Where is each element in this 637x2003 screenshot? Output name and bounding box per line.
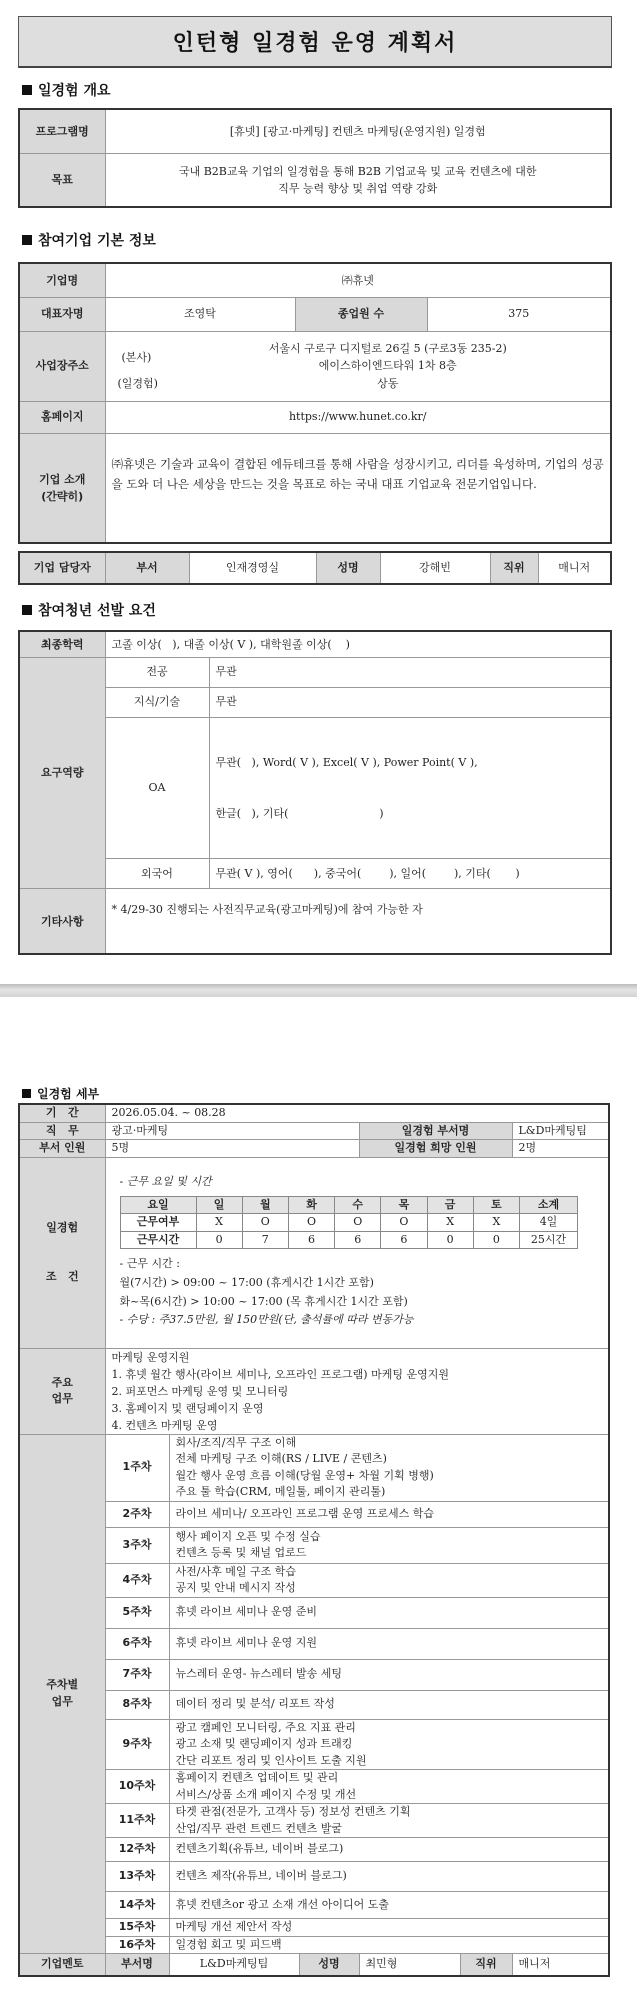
contact-position-label: 직위 bbox=[490, 552, 538, 584]
week-row: 14주차 휴넷 컨텐츠or 광고 소재 개선 아이디어 도출 bbox=[19, 1892, 609, 1919]
table-row bbox=[19, 1140, 609, 1158]
conditions-value bbox=[105, 1157, 609, 1348]
requirements-table bbox=[18, 630, 612, 955]
table-row bbox=[19, 657, 611, 687]
period-label: 기 간 bbox=[19, 1104, 105, 1122]
week-tasks: 컨텐츠 제작(유튜브, 네이버 블로그) bbox=[169, 1862, 609, 1892]
week-row: 3주차 행사 페이지 오픈 및 수정 실습 컨텐츠 등록 및 채널 업로드 bbox=[19, 1527, 609, 1563]
table-row bbox=[19, 297, 611, 331]
week-row: 12주차 컨텐츠기획(유튜브, 네이버 블로그) bbox=[19, 1838, 609, 1862]
dept-label: 일경험 부서명 bbox=[359, 1122, 512, 1140]
section-heading-requirements: 참여청년 선발 요건 bbox=[22, 600, 156, 620]
goal-label: 목표 bbox=[19, 153, 105, 207]
employees-value: 375 bbox=[427, 297, 611, 331]
etc-value: * 4/29-30 진행되는 사전직무교육(광고마케팅)에 참여 가능한 자 bbox=[105, 888, 611, 954]
major-label: 전공 bbox=[105, 657, 209, 687]
contact-name: 강해빈 bbox=[380, 552, 490, 584]
week-row: 9주차 광고 캠페인 모니터링, 주요 지표 관리 광고 소재 및 랜딩페이지 성과 트래킹 간단 리포트 정리 및 인사이트 도출 지원 bbox=[19, 1719, 609, 1770]
table-row bbox=[19, 1348, 609, 1434]
square-bullet-icon bbox=[22, 85, 32, 95]
square-bullet-icon bbox=[22, 605, 32, 615]
contact-name-label: 성명 bbox=[316, 552, 380, 584]
oa-value: 무관( ), Word( V ), Excel( V ), Power Point( V ), 한글( ), 기타( ) bbox=[209, 717, 611, 858]
period-value: 2026.05.04. ~ 08.28 bbox=[105, 1104, 609, 1122]
weekly-label: 주차별 업무 bbox=[19, 1434, 105, 1954]
schedule-row-hours: 근무시간 0 7 6 6 6 0 0 25시간 bbox=[120, 1231, 578, 1249]
education-value: 고졸 이상( ), 대졸 이상( V ), 대학원졸 이상( ) bbox=[105, 631, 611, 657]
week-tasks: 휴넷 라이브 세미나 운영 지원 bbox=[169, 1628, 609, 1659]
contact-dept-label: 부서 bbox=[105, 552, 189, 584]
job-label: 직 무 bbox=[19, 1122, 105, 1140]
week-row: 6주차 휴넷 라이브 세미나 운영 지원 bbox=[19, 1628, 609, 1659]
hope-label: 일경험 희망 인원 bbox=[359, 1140, 512, 1158]
contact-table bbox=[18, 551, 612, 585]
table-row bbox=[19, 109, 611, 153]
table-row bbox=[19, 1122, 609, 1140]
section-heading-details: 일경험 세부 bbox=[22, 1085, 99, 1102]
company-name-value: ㈜휴넷 bbox=[105, 263, 611, 297]
ceo-label: 대표자명 bbox=[19, 297, 105, 331]
document-title: 인턴형 일경험 운영 계획서 bbox=[172, 31, 458, 56]
work-tag: (일경험) bbox=[117, 376, 158, 390]
week-tasks: 휴넷 라이브 세미나 운영 준비 bbox=[169, 1597, 609, 1628]
week-row: 16주차 일경험 회고 및 피드백 bbox=[19, 1936, 609, 1954]
contact-position: 매니저 bbox=[538, 552, 611, 584]
week-row: 7주차 뉴스레터 운영- 뉴스레터 발송 세팅 bbox=[19, 1659, 609, 1690]
education-label: 최종학력 bbox=[19, 631, 105, 657]
mentor-dept-label: 부서명 bbox=[105, 1954, 169, 1976]
week-tasks: 행사 페이지 오픈 및 수정 실습 컨텐츠 등록 및 채널 업로드 bbox=[169, 1527, 609, 1563]
table-row bbox=[19, 433, 611, 543]
program-name-value: [휴넷] [광고·마케팅] 컨텐츠 마케팅(운영지원) 일경험 bbox=[105, 109, 611, 153]
hope-value: 2명 bbox=[512, 1140, 609, 1158]
work-address: 상동 bbox=[377, 376, 399, 390]
mentor-label: 기업멘토 bbox=[19, 1954, 105, 1976]
table-row bbox=[19, 263, 611, 297]
hours-line: 화~목(6시간) > 10:00 ~ 17:00 (목 휴게시간 1시간 포함) bbox=[119, 1294, 408, 1308]
goal-value: 국내 B2B교육 기업의 일경험을 통해 B2B 기업교육 및 교육 컨텐츠에 대한 직무 능력 향상 및 취업 역량 강화 bbox=[105, 153, 611, 207]
employees-label: 종업원 수 bbox=[295, 297, 427, 331]
week-row: 주차별 업무 1주차 회사/조직/직무 구조 이해 전체 마케팅 구조 이해(RS / LIVE / 콘텐츠) 월간 행사 운영 흐름 이해(당월 운영+ 차월 기획 병행) 주요 툴 학습(CRM, 메일툴, 페이지 관리툴) bbox=[19, 1434, 609, 1501]
week-tasks: 일경험 회고 및 피드백 bbox=[169, 1936, 609, 1954]
mentor-dept: L&D마케팅팀 bbox=[169, 1954, 299, 1976]
contact-label: 기업 담당자 bbox=[19, 552, 105, 584]
week-row: 8주차 데이터 정리 및 분석/ 리포트 작성 bbox=[19, 1690, 609, 1719]
mentor-name: 최민형 bbox=[359, 1954, 460, 1976]
homepage-label: 홈페이지 bbox=[19, 401, 105, 433]
table-row bbox=[19, 631, 611, 657]
schedule-row-workday: 근무여부 X O O O O X X 4일 bbox=[120, 1214, 578, 1232]
document-title-box bbox=[18, 16, 612, 68]
table-row bbox=[19, 552, 611, 584]
schedule-title: - 근무 요일 및 시간 bbox=[119, 1175, 212, 1189]
square-bullet-icon bbox=[22, 235, 32, 245]
headcount-label: 부서 인원 bbox=[19, 1140, 105, 1158]
program-name-label: 프로그램명 bbox=[19, 109, 105, 153]
homepage-link[interactable]: https://www.hunet.co.kr/ bbox=[105, 401, 611, 433]
etc-label: 기타사항 bbox=[19, 888, 105, 954]
week-tasks: 데이터 정리 및 분석/ 리포트 작성 bbox=[169, 1690, 609, 1719]
intro-label: 기업 소개 (간략히) bbox=[19, 433, 105, 543]
contact-dept: 인재경영실 bbox=[189, 552, 316, 584]
hours-line: 월(7시간) > 09:00 ~ 17:00 (휴게시간 1시간 포함) bbox=[119, 1275, 374, 1289]
headcount-value: 5명 bbox=[105, 1140, 359, 1158]
week-row: 5주차 휴넷 라이브 세미나 운영 준비 bbox=[19, 1597, 609, 1628]
competency-label: 요구역량 bbox=[19, 657, 105, 888]
mentor-position: 매니저 bbox=[512, 1954, 609, 1976]
address-label: 사업장주소 bbox=[19, 331, 105, 401]
table-row bbox=[19, 1104, 609, 1122]
mentor-name-label: 성명 bbox=[299, 1954, 359, 1976]
mentor-row bbox=[19, 1954, 609, 1976]
week-tasks: 컨텐츠기획(유튜브, 네이버 블로그) bbox=[169, 1838, 609, 1862]
week-tasks: 라이브 세미나/ 오프라인 프로그램 운영 프로세스 학습 bbox=[169, 1501, 609, 1527]
table-row bbox=[19, 888, 611, 954]
week-row: 15주차 마케팅 개선 제안서 작성 bbox=[19, 1919, 609, 1937]
table-row bbox=[19, 687, 611, 717]
schedule-header-row: 요일 일 월 화 수 목 금 토 소계 bbox=[120, 1196, 578, 1214]
table-row bbox=[19, 401, 611, 433]
table-row bbox=[19, 858, 611, 888]
lang-value: 무관( V ), 영어( ), 중국어( ), 일어( ), 기타( ) bbox=[209, 858, 611, 888]
table-row bbox=[19, 153, 611, 207]
week-tasks: 사전/사후 메일 구조 학습 공지 및 안내 메시지 작성 bbox=[169, 1563, 609, 1597]
conditions-label: 일경험 조 건 bbox=[19, 1157, 105, 1348]
intro-value: ㈜휴넷은 기술과 교육이 결합된 에듀테크를 통해 사람을 성장시키고, 리더를 육성하며, 기업의 성공을 도와 더 나은 세상을 만드는 것을 목표로 하는 국내 대표 기업교육 전문기업입니다. bbox=[105, 433, 611, 543]
week-tasks: 광고 캠페인 모니터링, 주요 지표 관리 광고 소재 및 랜딩페이지 성과 트래킹 간단 리포트 정리 및 인사이트 도출 지원 bbox=[169, 1719, 609, 1770]
week-row: 13주차 컨텐츠 제작(유튜브, 네이버 블로그) bbox=[19, 1862, 609, 1892]
mentor-position-label: 직위 bbox=[460, 1954, 512, 1976]
details-table bbox=[18, 1103, 610, 1977]
week-row: 4주차 사전/사후 메일 구조 학습 공지 및 안내 메시지 작성 bbox=[19, 1563, 609, 1597]
company-name-label: 기업명 bbox=[19, 263, 105, 297]
table-row bbox=[19, 1157, 609, 1348]
table-row bbox=[19, 331, 611, 401]
pay-line: - 수당 : 주37.5만원, 월 150만원(단, 출석률에 따라 변동가능 bbox=[119, 1313, 414, 1327]
table-row bbox=[19, 717, 611, 858]
week-tasks: 홈페이지 컨텐츠 업데이트 및 관리 서비스/상품 소개 페이지 수정 및 개선 bbox=[169, 1770, 609, 1804]
week-tasks: 휴넷 컨텐츠or 광고 소재 개선 아이디어 도출 bbox=[169, 1892, 609, 1919]
company-table bbox=[18, 262, 612, 544]
address-value bbox=[105, 331, 611, 401]
skill-value: 무관 bbox=[209, 687, 611, 717]
page-separator bbox=[0, 984, 637, 997]
week-tasks: 회사/조직/직무 구조 이해 전체 마케팅 구조 이해(RS / LIVE / 콘텐츠) 월간 행사 운영 흐름 이해(당월 운영+ 차월 기획 병행) 주요 툴 학습(CRM, 메일툴, 페이지 관리툴) bbox=[169, 1434, 609, 1501]
hq-tag: (본사) bbox=[121, 350, 152, 364]
duties-value: 마케팅 운영지원 1. 휴넷 월간 행사(라이브 세미나, 오프라인 프로그램) 마케팅 운영지원 2. 퍼포먼스 마케팅 운영 및 모니터링 3. 홈페이지 및 랜딩페이지 운영 4. 컨텐츠 마케팅 운영 bbox=[105, 1348, 609, 1434]
overview-table bbox=[18, 108, 612, 208]
week-tasks: 뉴스레터 운영- 뉴스레터 발송 세팅 bbox=[169, 1659, 609, 1690]
week-row: 11주차 타겟 관점(전문가, 고객사 등) 정보성 컨텐츠 기획 산업/직무 관련 트렌드 컨텐츠 발굴 bbox=[19, 1804, 609, 1838]
job-value: 광고·마케팅 bbox=[105, 1122, 359, 1140]
week-tasks: 타겟 관점(전문가, 고객사 등) 정보성 컨텐츠 기획 산업/직무 관련 트렌드 컨텐츠 발굴 bbox=[169, 1804, 609, 1838]
dept-value: L&D마케팅팀 bbox=[512, 1122, 609, 1140]
hours-title: - 근무 시간 : bbox=[119, 1257, 180, 1271]
week-tasks: 마케팅 개선 제안서 작성 bbox=[169, 1919, 609, 1937]
duties-label: 주요 업무 bbox=[19, 1348, 105, 1434]
week-row: 2주차 라이브 세미나/ 오프라인 프로그램 운영 프로세스 학습 bbox=[19, 1501, 609, 1527]
oa-label: OA bbox=[105, 717, 209, 858]
section-heading-company: 참여기업 기본 정보 bbox=[22, 230, 156, 250]
skill-label: 지식/기술 bbox=[105, 687, 209, 717]
lang-label: 외국어 bbox=[105, 858, 209, 888]
hq-address: 서울시 구로구 디지털로 26길 5 (구로3동 235-2) 에이스하이엔드타워 1차 8층 bbox=[268, 342, 507, 373]
schedule-table bbox=[120, 1196, 579, 1250]
major-value: 무관 bbox=[209, 657, 611, 687]
week-row: 10주차 홈페이지 컨텐츠 업데이트 및 관리 서비스/상품 소개 페이지 수정 및 개선 bbox=[19, 1770, 609, 1804]
square-bullet-icon bbox=[22, 1089, 31, 1098]
ceo-value: 조영탁 bbox=[105, 297, 295, 331]
section-heading-overview: 일경험 개요 bbox=[22, 80, 111, 100]
